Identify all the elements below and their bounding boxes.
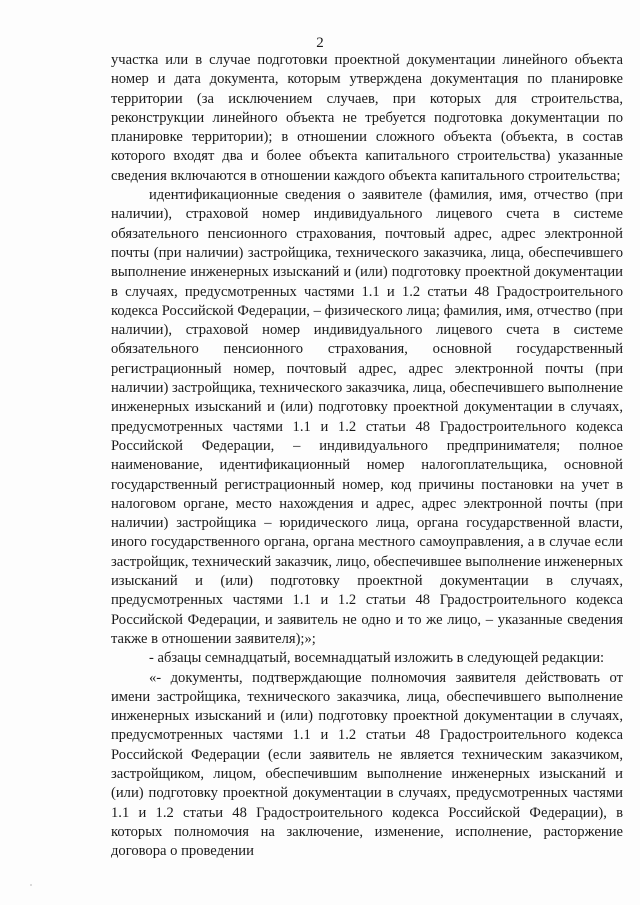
scan-artifact — [30, 884, 32, 886]
paragraph-4: «- документы, подтверждающие полномочия заявителя действовать от имени застройщика, технического заказчика, лица, обеспечившего выполнение инженерных изысканий и (или) подготовку проектной документации в случаях, предусмотренных частями 1.1 и 1.2 статьи 48 Градостроительного кодекса Российской Федерации (если заявитель не является техническим заказчиком, застройщиком, лицом, обеспечившим выполнение инженерных изысканий и (или) подготовку проектной документации в случаях, предусмотренных частями 1.1 и 1.2 статьи 48 Градостроительного кодекса Российской Федерации), в которых полномочия на заключение, изменение, исполнение, расторжение договора о проведении — [111, 669, 623, 860]
paragraph-3: - абзацы семнадцатый, восемнадцатый изложить в следующей редакции: — [149, 650, 605, 667]
document-body — [111, 51, 623, 861]
page-number: 2 — [316, 35, 324, 51]
paragraph-1: участка или в случае подготовки проектной документации линейного объекта номер и дата документа, которым утверждена документация по планировке территории (за исключением случаев, при которых для строительства, реконструкции линейного объекта не требуется подготовка документации по планировке территории); в отношении сложного объекта (объекта, в состав которого входят два и более объекта капитального строительства) указанные сведения включаются в отношении каждого объекта капитального строительства; — [111, 52, 623, 184]
paragraph-2: идентификационные сведения о заявителе (фамилия, имя, отчество (при наличии), страховой номер индивидуального лицевого счета в системе обязательного пенсионного страхования, почтовый адрес, адрес электронной почты (при наличии) застройщика, технического заказчика, лица, обеспечившего выполнение инженерных изысканий и (или) подготовку проектной документации в случаях, предусмотренных частями 1.1 и 1.2 статьи 48 Градостроительного кодекса Российской Федерации, – физического лица; фамилия, имя, отчество (при наличии), страховой номер индивидуального лицевого счета в системе обязательного пенсионного страхования, основной государственный регистрационный номер, почтовый адрес, адрес электронной почты (при наличии) застройщика, технического заказчика, лица, обеспечившего выполнение инженерных изысканий и (или) подготовку проектной документации в случаях, предусмотренных частями 1.1 и 1.2 статьи 48 Градостроительного кодекса Российской Федерации, – индивидуального предпринимателя; полное наименование, идентификационный номер налогоплательщика, основной государственный регистрационный номер, код причины постановки на учет в налоговом органе, место нахождения и адрес, адрес электронной почты (при наличии) застройщика – юридического лица, органа государственной власти, иного государственного органа, органа местного самоуправления, а в случае если застройщик, технический заказчик, лицо, обеспечившее выполнение инженерных изысканий и (или) подготовку проектной документации в случаях, предусмотренных частями 1.1 и 1.2 статьи 48 Градостроительного кодекса Российской Федерации, и заявитель не одно и то же лицо, – указанные сведения также в отношении заявителя);»; — [111, 187, 623, 647]
